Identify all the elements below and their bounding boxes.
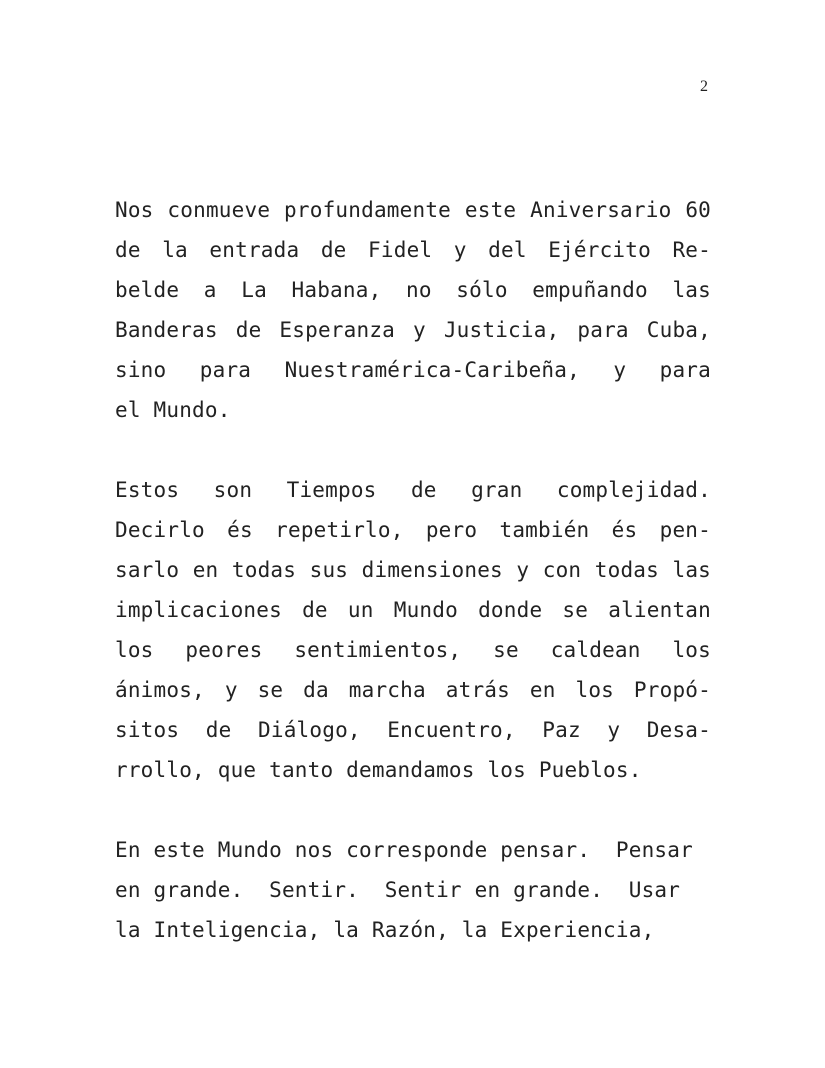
paragraph-1	[115, 190, 711, 430]
text-line: implicaciones de un Mundo donde se alientan	[115, 598, 711, 622]
text-line: Estos son Tiempos de gran complejidad.	[115, 478, 711, 502]
text-line: Nos conmueve profundamente este Aniversario 60	[115, 198, 711, 222]
paragraph-2	[115, 470, 711, 790]
text-line: ánimos, y se da marcha atrás en los Propó-	[115, 678, 711, 702]
text-line: la Inteligencia, la Razón, la Experiencia,	[115, 918, 655, 942]
text-line: en grande. Sentir. Sentir en grande. Usar	[115, 878, 681, 902]
text-line: sino para Nuestramérica-Caribeña, y para	[115, 358, 711, 382]
text-line: belde a La Habana, no sólo empuñando las	[115, 278, 711, 302]
text-line: los peores sentimientos, se caldean los	[115, 638, 711, 662]
text-line: de la entrada de Fidel y del Ejército Re-	[115, 238, 711, 262]
page-number: 2	[700, 78, 708, 95]
text-line: Banderas de Esperanza y Justicia, para Cuba,	[115, 318, 711, 342]
text-line: rrollo, que tanto demandamos los Pueblos.	[115, 758, 642, 782]
text-line: sitos de Diálogo, Encuentro, Paz y Desa-	[115, 718, 711, 742]
text-line: el Mundo.	[115, 398, 231, 422]
text-line: Decirlo és repetirlo, pero también és pen-	[115, 518, 711, 542]
text-line: En este Mundo nos corresponde pensar. Pensar	[115, 838, 693, 862]
paragraph-3	[115, 830, 711, 950]
paragraph-spacer	[115, 790, 711, 830]
paragraph-spacer	[115, 430, 711, 470]
body-text	[115, 190, 711, 950]
text-line: sarlo en todas sus dimensiones y con todas las	[115, 558, 711, 582]
